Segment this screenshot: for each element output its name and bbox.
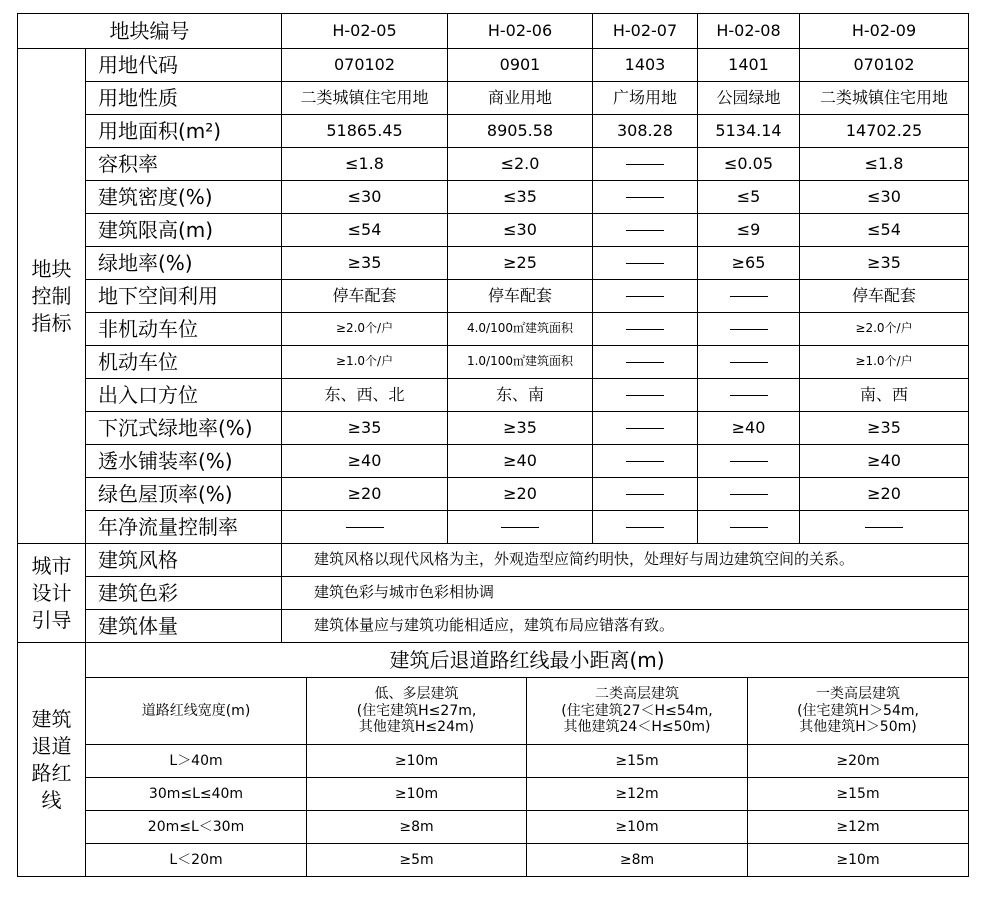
design-label: 建筑体量 — [86, 610, 282, 643]
dash-value — [626, 395, 664, 396]
indicator-row — [18, 346, 969, 379]
design-text: 建筑色彩与城市色彩相协调 — [282, 577, 969, 610]
indicator-value — [593, 148, 698, 181]
indicator-value: ≥40 — [698, 412, 800, 445]
indicator-label: 建筑限高(m) — [86, 214, 282, 247]
indicator-value: 广场用地 — [593, 82, 698, 115]
setback-distance: ≥12m — [527, 778, 748, 811]
indicator-value — [593, 181, 698, 214]
indicator-value — [698, 445, 800, 478]
parcel-header: H-02-05 — [282, 14, 448, 49]
category-line: 建筑 — [31, 706, 72, 731]
indicator-value: ≤0.05 — [698, 148, 800, 181]
indicator-label: 用地性质 — [86, 82, 282, 115]
indicator-value — [593, 478, 698, 511]
indicator-label: 地下空间利用 — [86, 280, 282, 313]
indicator-value: 070102 — [282, 49, 448, 82]
setback-distance: ≥10m — [748, 844, 969, 877]
design-text: 建筑体量应与建筑功能相适应，建筑布局应错落有致。 — [282, 610, 969, 643]
indicator-value — [593, 412, 698, 445]
indicator-value: 停车配套 — [800, 280, 969, 313]
indicator-value — [698, 280, 800, 313]
dash-value — [730, 395, 768, 396]
setback-distance: ≥8m — [307, 811, 527, 844]
indicator-value: ≥20 — [800, 478, 969, 511]
dash-value — [626, 461, 664, 462]
design-text: 建筑风格以现代风格为主，外观造型应简约明快，处理好与周边建筑空间的关系。 — [282, 544, 969, 577]
indicator-value: ≤1.8 — [800, 148, 969, 181]
indicator-row — [18, 148, 969, 181]
parcel-header: H-02-09 — [800, 14, 969, 49]
category-line: 退道 — [31, 733, 72, 758]
indicator-value — [593, 247, 698, 280]
indicator-value: ≥40 — [800, 445, 969, 478]
indicator-value — [593, 511, 698, 544]
building-type-line: 其他建筑24＜H≤50m) — [563, 719, 711, 736]
dash-value — [626, 329, 664, 330]
road-width: 30m≤L≤40m — [86, 778, 307, 811]
indicator-value: 东、西、北 — [282, 379, 448, 412]
indicator-label: 用地面积(m²) — [86, 115, 282, 148]
building-type-line: (住宅建筑H≤27m, — [356, 702, 477, 719]
corner-header: 地块编号 — [18, 14, 282, 49]
setback-distance: ≥10m — [307, 745, 527, 778]
building-type-line: 一类高层建筑 — [816, 685, 901, 702]
dash-value — [626, 164, 664, 165]
indicator-value: 停车配套 — [448, 280, 593, 313]
indicator-value: ≥1.0个/户 — [800, 346, 969, 379]
indicator-row — [18, 49, 969, 82]
indicator-row — [18, 412, 969, 445]
dash-value — [626, 296, 664, 297]
indicator-label: 下沉式绿地率(%) — [86, 412, 282, 445]
planning-table — [17, 13, 968, 889]
indicator-label: 机动车位 — [86, 346, 282, 379]
indicator-value: 51865.45 — [282, 115, 448, 148]
setback-row — [18, 844, 969, 877]
indicator-value: 1401 — [698, 49, 800, 82]
indicator-value — [593, 346, 698, 379]
category-line: 引导 — [31, 607, 72, 632]
indicator-value: ≥1.0个/户 — [282, 346, 448, 379]
dash-value — [730, 296, 768, 297]
indicator-row — [18, 478, 969, 511]
indicator-label: 年净流量控制率 — [86, 511, 282, 544]
setback-row — [18, 745, 969, 778]
design-label: 建筑风格 — [86, 544, 282, 577]
indicator-value: 0901 — [448, 49, 593, 82]
setback-distance: ≥15m — [748, 778, 969, 811]
indicator-value: 公园绿地 — [698, 82, 800, 115]
indicator-value: ≤1.8 — [282, 148, 448, 181]
control-category — [18, 49, 86, 544]
indicator-value: ≥20 — [448, 478, 593, 511]
dash-value — [626, 527, 664, 528]
setback-row — [18, 778, 969, 811]
dash-value — [626, 362, 664, 363]
indicator-value: ≥2.0个/户 — [800, 313, 969, 346]
setback-distance: ≥15m — [527, 745, 748, 778]
parcel-header: H-02-08 — [698, 14, 800, 49]
indicator-value: ≥2.0个/户 — [282, 313, 448, 346]
indicator-value: ≥35 — [448, 412, 593, 445]
indicator-value: ≤30 — [800, 181, 969, 214]
category-line: 指标 — [31, 310, 72, 335]
indicator-value — [698, 346, 800, 379]
dash-value — [730, 494, 768, 495]
indicator-value: 5134.14 — [698, 115, 800, 148]
indicator-label: 用地代码 — [86, 49, 282, 82]
indicator-value: 停车配套 — [282, 280, 448, 313]
indicator-value: 308.28 — [593, 115, 698, 148]
category-line: 城市 — [31, 553, 72, 578]
control-table — [17, 13, 969, 643]
indicator-value: ≥65 — [698, 247, 800, 280]
indicator-value: ≤35 — [448, 181, 593, 214]
dash-value — [626, 428, 664, 429]
indicator-row — [18, 379, 969, 412]
indicator-label: 透水铺装率(%) — [86, 445, 282, 478]
header-row — [18, 14, 969, 49]
indicator-label: 建筑密度(%) — [86, 181, 282, 214]
indicator-value — [448, 511, 593, 544]
indicator-label: 绿色屋顶率(%) — [86, 478, 282, 511]
indicator-value — [698, 313, 800, 346]
building-type-header — [527, 678, 748, 745]
road-width: L＜20m — [86, 844, 307, 877]
design-label: 建筑色彩 — [86, 577, 282, 610]
indicator-value — [593, 214, 698, 247]
building-type-line: 低、多层建筑 — [374, 685, 459, 702]
indicator-value: 商业用地 — [448, 82, 593, 115]
setback-category — [18, 643, 86, 877]
building-type-line: 其他建筑H≤24m) — [358, 719, 475, 736]
indicator-row — [18, 280, 969, 313]
design-row — [18, 610, 969, 643]
indicator-value — [593, 280, 698, 313]
building-type-line: (住宅建筑H＞54m, — [797, 702, 919, 719]
indicator-value — [593, 379, 698, 412]
dash-value — [730, 362, 768, 363]
indicator-value: 070102 — [800, 49, 969, 82]
indicator-value: ≤30 — [282, 181, 448, 214]
indicator-row — [18, 82, 969, 115]
building-type-header — [748, 678, 969, 745]
dash-value — [626, 494, 664, 495]
indicator-value — [698, 379, 800, 412]
indicator-value: ≤30 — [448, 214, 593, 247]
parcel-header: H-02-07 — [593, 14, 698, 49]
indicator-label: 出入口方位 — [86, 379, 282, 412]
design-category — [18, 544, 86, 643]
indicator-label: 非机动车位 — [86, 313, 282, 346]
indicator-value: 4.0/100㎡建筑面积 — [448, 313, 593, 346]
indicator-value — [593, 313, 698, 346]
indicator-value: ≥40 — [448, 445, 593, 478]
indicator-value: ≥35 — [800, 247, 969, 280]
indicator-row — [18, 115, 969, 148]
dash-value — [626, 263, 664, 264]
indicator-label: 绿地率(%) — [86, 247, 282, 280]
setback-distance: ≥20m — [748, 745, 969, 778]
setback-distance: ≥8m — [527, 844, 748, 877]
setback-distance: ≥10m — [527, 811, 748, 844]
dash-value — [501, 527, 539, 528]
road-width-header: 道路红线宽度(m) — [86, 678, 307, 745]
setback-title: 建筑后退道路红线最小距离(m) — [86, 643, 969, 678]
setback-header-row — [18, 678, 969, 745]
indicator-value: ≥20 — [282, 478, 448, 511]
building-type-line: 二类高层建筑 — [595, 685, 679, 702]
indicator-label: 容积率 — [86, 148, 282, 181]
setback-row — [18, 811, 969, 844]
indicator-value — [282, 511, 448, 544]
dash-value — [730, 461, 768, 462]
indicator-value — [698, 511, 800, 544]
indicator-value: 14702.25 — [800, 115, 969, 148]
dash-value — [346, 527, 384, 528]
building-type-line: 其他建筑H＞50m) — [799, 719, 917, 736]
indicator-value: ≥35 — [800, 412, 969, 445]
building-type-line: (住宅建筑27＜H≤54m, — [561, 702, 713, 719]
dash-value — [730, 329, 768, 330]
indicator-value: 二类城镇住宅用地 — [800, 82, 969, 115]
indicator-value — [593, 445, 698, 478]
indicator-value: 8905.58 — [448, 115, 593, 148]
category-line: 路红 — [31, 760, 72, 785]
setback-distance: ≥12m — [748, 811, 969, 844]
setback-distance: ≥10m — [307, 778, 527, 811]
parcel-header: H-02-06 — [448, 14, 593, 49]
category-line: 控制 — [31, 283, 72, 308]
category-line: 地块 — [31, 256, 72, 281]
category-line: 设计 — [31, 580, 72, 605]
indicator-value: 东、南 — [448, 379, 593, 412]
indicator-row — [18, 181, 969, 214]
setback-distance: ≥5m — [307, 844, 527, 877]
indicator-row — [18, 313, 969, 346]
dash-value — [626, 197, 664, 198]
indicator-value: ≥25 — [448, 247, 593, 280]
indicator-value: ≥35 — [282, 247, 448, 280]
setback-table — [17, 642, 969, 877]
indicator-row — [18, 247, 969, 280]
indicator-value: ≥40 — [282, 445, 448, 478]
road-width: 20m≤L＜30m — [86, 811, 307, 844]
indicator-value: ≤9 — [698, 214, 800, 247]
indicator-value: ≥35 — [282, 412, 448, 445]
indicator-value: ≤54 — [800, 214, 969, 247]
dash-value — [626, 230, 664, 231]
indicator-value: 二类城镇住宅用地 — [282, 82, 448, 115]
indicator-row — [18, 511, 969, 544]
indicator-value: ≤54 — [282, 214, 448, 247]
design-row — [18, 577, 969, 610]
dash-value — [865, 527, 903, 528]
design-row — [18, 544, 969, 577]
dash-value — [730, 527, 768, 528]
indicator-value: 1.0/100㎡建筑面积 — [448, 346, 593, 379]
indicator-value: 1403 — [593, 49, 698, 82]
building-type-header — [307, 678, 527, 745]
indicator-row — [18, 445, 969, 478]
road-width: L＞40m — [86, 745, 307, 778]
setback-title-row — [18, 643, 969, 678]
indicator-value: ≤5 — [698, 181, 800, 214]
indicator-row — [18, 214, 969, 247]
indicator-value: ≤2.0 — [448, 148, 593, 181]
indicator-value — [800, 511, 969, 544]
indicator-value — [698, 478, 800, 511]
category-line: 线 — [41, 787, 62, 812]
indicator-value: 南、西 — [800, 379, 969, 412]
